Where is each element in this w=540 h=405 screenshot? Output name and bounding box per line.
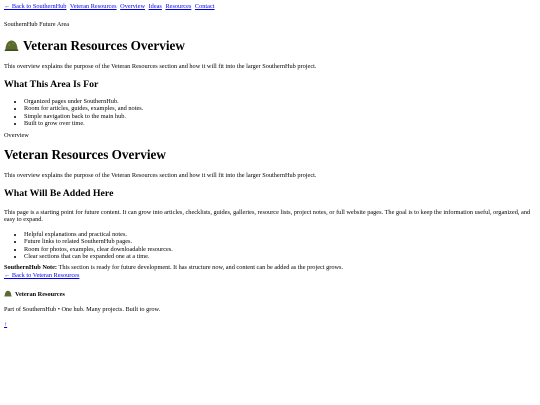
list-item: • Future links to related SouthernHub pages. <box>24 238 536 245</box>
list-item: • Simple navigation back to the main hub. <box>24 113 536 120</box>
nav-link-resources[interactable]: Resources <box>165 3 192 10</box>
nav-link-overview[interactable]: Overview <box>120 3 145 10</box>
list-item: • Room for articles, guides, examples, and notes. <box>24 105 536 112</box>
nav-link-ideas[interactable]: Ideas <box>148 3 162 10</box>
page-title-text: Veteran Resources Overview <box>23 38 185 54</box>
main-body-text: This page is a starting point for future content. It can grow into articles, checklists, guides, galleries, resource lists, project notes, or full website pages. The goal is to keep the information useful, organized, and easy to expand. <box>4 208 531 224</box>
military-helmet-icon <box>4 290 12 298</box>
header-intro: This overview explains the purpose of the Veteran Resources section and how it will fit into the larger SouthernHub project. <box>4 62 317 70</box>
list-item: • Room for photos, examples, clear downloadable resources. <box>24 246 536 253</box>
footer-title-text: Veteran Resources <box>15 290 65 298</box>
list-item: • Organized pages under SouthernHub. <box>24 98 536 105</box>
purpose-list <box>4 98 536 128</box>
brand-line: SouthernHub Future Area <box>4 21 70 29</box>
footer <box>4 290 536 328</box>
main-title: Veteran Resources Overview <box>4 147 166 163</box>
list-item: • Helpful explanations and practical notes. <box>24 231 536 238</box>
main-intro: This overview explains the purpose of the Veteran Resources section and how it will fit into the larger SouthernHub project. <box>4 171 317 179</box>
top-navigation <box>4 3 536 10</box>
back-to-veteran-resources-link[interactable]: ← Back to Veteran Resources <box>4 271 80 279</box>
breadcrumb: Overview <box>4 131 29 139</box>
note-label: SouthernHub Note: <box>4 264 58 272</box>
footer-title <box>4 290 536 298</box>
page-title <box>4 39 536 54</box>
section-heading-purpose: What This Area Is For <box>4 79 99 91</box>
note-text: This section is ready for future development. It has structure now, and content can be added as the project grows. <box>57 264 344 272</box>
back-to-top-link[interactable]: ↑ <box>4 320 8 328</box>
list-item: • Built to grow over time. <box>24 120 536 127</box>
military-helmet-icon <box>4 39 19 54</box>
nav-link-back-to-southernhub[interactable]: ← Back to SouthernHub <box>4 3 67 10</box>
nav-link-contact[interactable]: Contact <box>194 3 215 10</box>
added-list <box>4 231 536 261</box>
section-heading-added: What Will Be Added Here <box>4 188 114 200</box>
southernhub-note <box>4 264 536 271</box>
nav-link-veteran-resources[interactable]: Veteran Resources <box>69 3 117 10</box>
footer-tagline: Part of SouthernHub • One hub. Many projects. Built to grow. <box>4 306 161 314</box>
list-item: • Clear sections that can be expanded one at a time. <box>24 253 536 260</box>
